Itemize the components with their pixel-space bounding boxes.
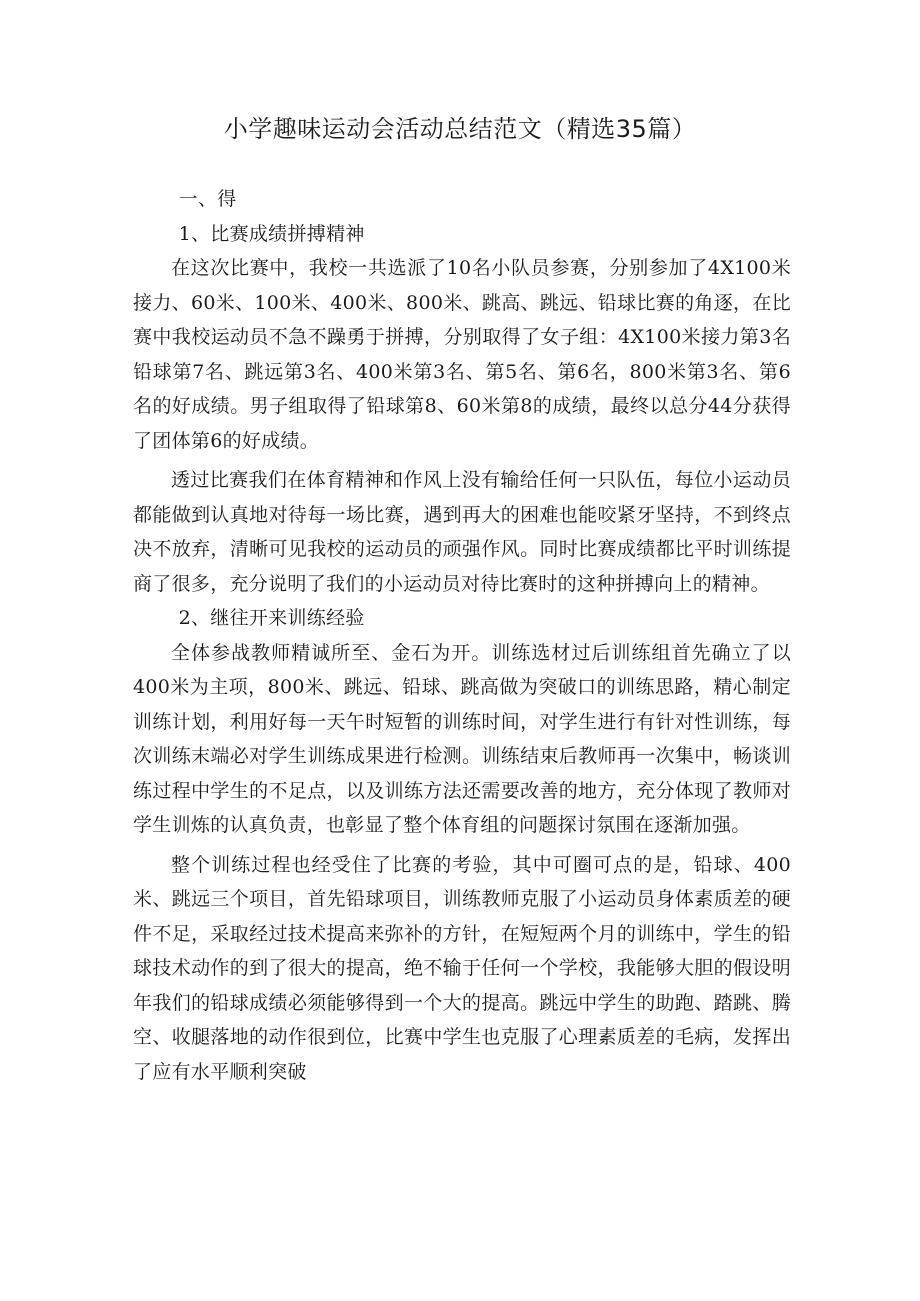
paragraph-competition: 整个训练过程也经受住了比赛的考验，其中可圈可点的是，铅球、400米、跳远三个项目，首先铅球项目，训练教师克服了小运动员身体素质差的硬件不足，采取经过技术提高来弥补的方针，在短短两个月的训练中，学生的铅球技术动作的到了很大的提高，绝不输于任何一个学校，我能够大胆的假设明年我们的铅球成绩必须能够得到一个大的提高。跳远中学生的助跑、踏跳、腾空、收腿落地的动作很到位，比赛中学生也克服了心理素质差的毛病，发挥出了应有水平顺利突破: [133, 853, 791, 1083]
document-title: 小学趣味运动会活动总结范文（精选35篇）: [223, 115, 697, 143]
paragraph-results: 在这次比赛中，我校一共选派了10名小队员参赛，分别参加了4X100米接力、60米、100米、400米、800米、跳高、跳远、铅球比赛的角逐，在比赛中我校运动员不急不躁勇于拼搏，分别取得了女子组：4X100米接力第3名铅球第7名、跳远第3名、400米第3名、第5名、第6名，800米第3名、第6名的好成绩。男子组取得了铅球第8、60米第8的成绩，最终以总分44分获得了团体第6的好成绩。: [133, 257, 791, 452]
paragraph-spirit: 透过比赛我们在体育精神和作风上没有输给任何一只队伍，每位小运动员都能做到认真地对待每一场比赛，遇到再大的困难也能咬紧牙坚持，不到终点决不放弃，清晰可见我校的运动员的顽强作风。同时比赛成绩都比平时训练提商了很多，充分说明了我们的小运动员对待比赛时的这种拼搏向上的精神。: [133, 469, 791, 595]
section-heading: 一、得: [178, 188, 237, 210]
document-body: [133, 182, 791, 1089]
subheading-results: 1、比赛成绩拼搏精神: [178, 222, 365, 245]
subheading-training: 2、继往开来训练经验: [178, 607, 365, 629]
paragraph-training: 全体参战教师精诚所至、金石为开。训练选材过后训练组首先确立了以400米为主项，800米、跳远、铅球、跳高做为突破口的训练思路，精心制定训练计划，利用好每一天午时短暂的训练时间，对学生进行有针对性训练，每次训练末端必对学生训练成果进行检测。训练结束后教师再一次集中，畅谈训练过程中学生的不足点，以及训练方法还需要改善的地方，充分体现了教师对学生训炼的认真负责，也彰显了整个体育组的问题探讨氛围在逐渐加强。: [133, 641, 791, 836]
